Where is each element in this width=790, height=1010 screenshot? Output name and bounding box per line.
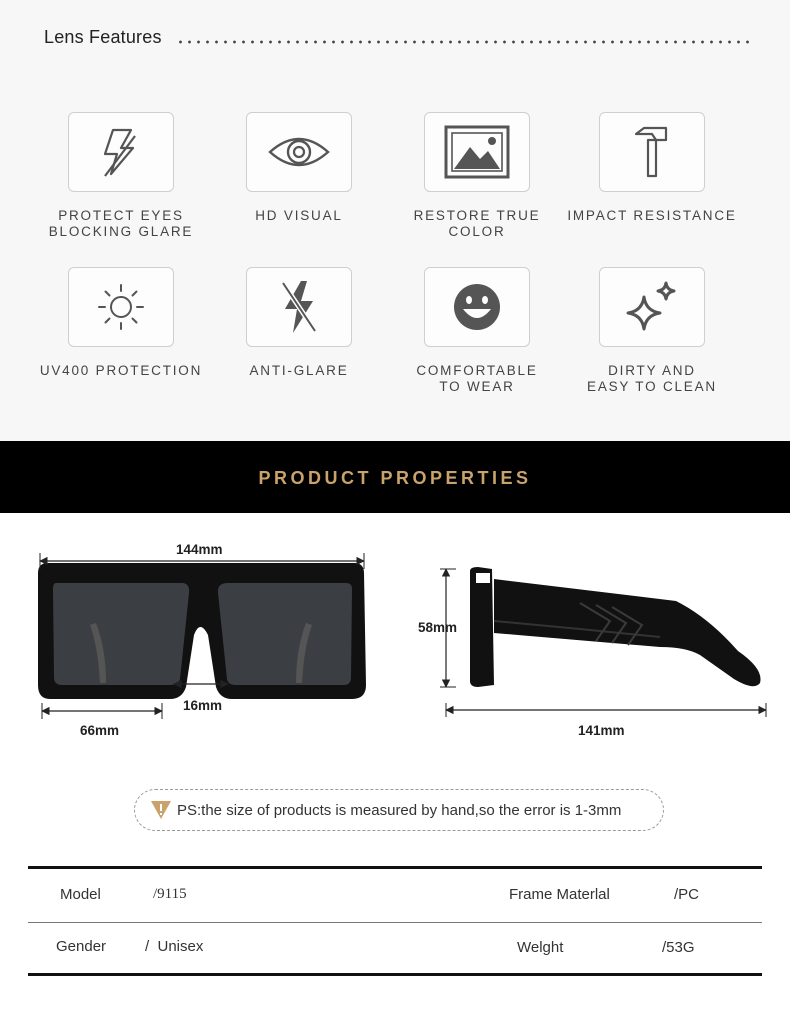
feature-icon-box — [68, 112, 174, 192]
measurement-note — [134, 789, 664, 831]
feature-protect-eyes — [31, 112, 211, 240]
feature-label: RESTORE TRUE COLOR — [413, 208, 541, 239]
sparkle-icon — [622, 279, 682, 335]
dotted-divider — [176, 40, 752, 44]
spec-weight-label: Welght — [517, 939, 564, 956]
lens-features-section — [0, 0, 790, 441]
warning-icon — [149, 799, 173, 821]
feature-label: HD VISUAL — [255, 208, 343, 223]
feature-label: ANTI-GLARE — [249, 363, 349, 378]
feature-label: IMPACT RESISTANCE — [567, 208, 737, 223]
spec-top-rule — [28, 866, 762, 869]
feature-icon-box — [424, 267, 530, 347]
dim-bridge: 16mm — [183, 698, 223, 713]
smiley-icon — [451, 281, 503, 333]
feature-label: UV400 PROTECTION — [39, 363, 203, 378]
feature-anti-glare — [209, 267, 389, 379]
product-properties-band — [0, 441, 790, 513]
dim-lens-width: 66mm — [80, 723, 120, 738]
hammer-icon — [630, 122, 674, 182]
feature-icon-box — [246, 112, 352, 192]
feature-icon-box — [599, 112, 705, 192]
spec-frame-label: Frame Materlal — [509, 886, 610, 903]
feature-icon-box — [68, 267, 174, 347]
feature-icon-box — [246, 267, 352, 347]
eye-icon — [266, 130, 332, 174]
lightning-icon — [91, 122, 151, 182]
feature-comfortable — [387, 267, 567, 395]
note-text: PS:the size of products is measured by hand,so the error is 1-3mm — [177, 802, 622, 819]
sun-icon — [95, 281, 147, 333]
spec-gender-label: Gender — [56, 938, 107, 955]
spec-frame-value: /PC — [674, 886, 700, 903]
spec-mid-rule — [28, 922, 762, 923]
spec-bottom-rule — [28, 973, 762, 976]
spec-model-label: Model — [60, 886, 101, 903]
lens-features-title: Lens Features — [44, 27, 162, 47]
dim-total-width: 144mm — [176, 542, 223, 557]
landscape-image-icon — [444, 125, 510, 179]
crossed-lightning-icon — [277, 277, 321, 337]
spec-weight-value: /53G — [662, 939, 695, 956]
spec-gender-value: / Unisex — [145, 938, 204, 955]
dimension-drawing — [0, 513, 790, 783]
feature-restore-color — [387, 112, 567, 240]
feature-label: COMFORTABLE TO WEAR — [416, 363, 538, 394]
feature-icon-box — [599, 267, 705, 347]
feature-hd-visual — [209, 112, 389, 224]
feature-uv400 — [31, 267, 211, 379]
dim-height: 58mm — [418, 620, 458, 635]
product-properties-title: PRODUCT PROPERTIES — [258, 468, 532, 488]
front-view-glasses — [38, 563, 366, 699]
feature-label: PROTECT EYES BLOCKING GLARE — [48, 208, 194, 239]
feature-easy-clean — [562, 267, 742, 395]
spec-model-value: /9115 — [153, 886, 187, 902]
side-view-glasses — [470, 567, 761, 687]
feature-label: DIRTY AND EASY TO CLEAN — [587, 363, 717, 394]
feature-icon-box — [424, 112, 530, 192]
dim-temple-length: 141mm — [578, 723, 625, 738]
feature-impact-resistance — [562, 112, 742, 224]
